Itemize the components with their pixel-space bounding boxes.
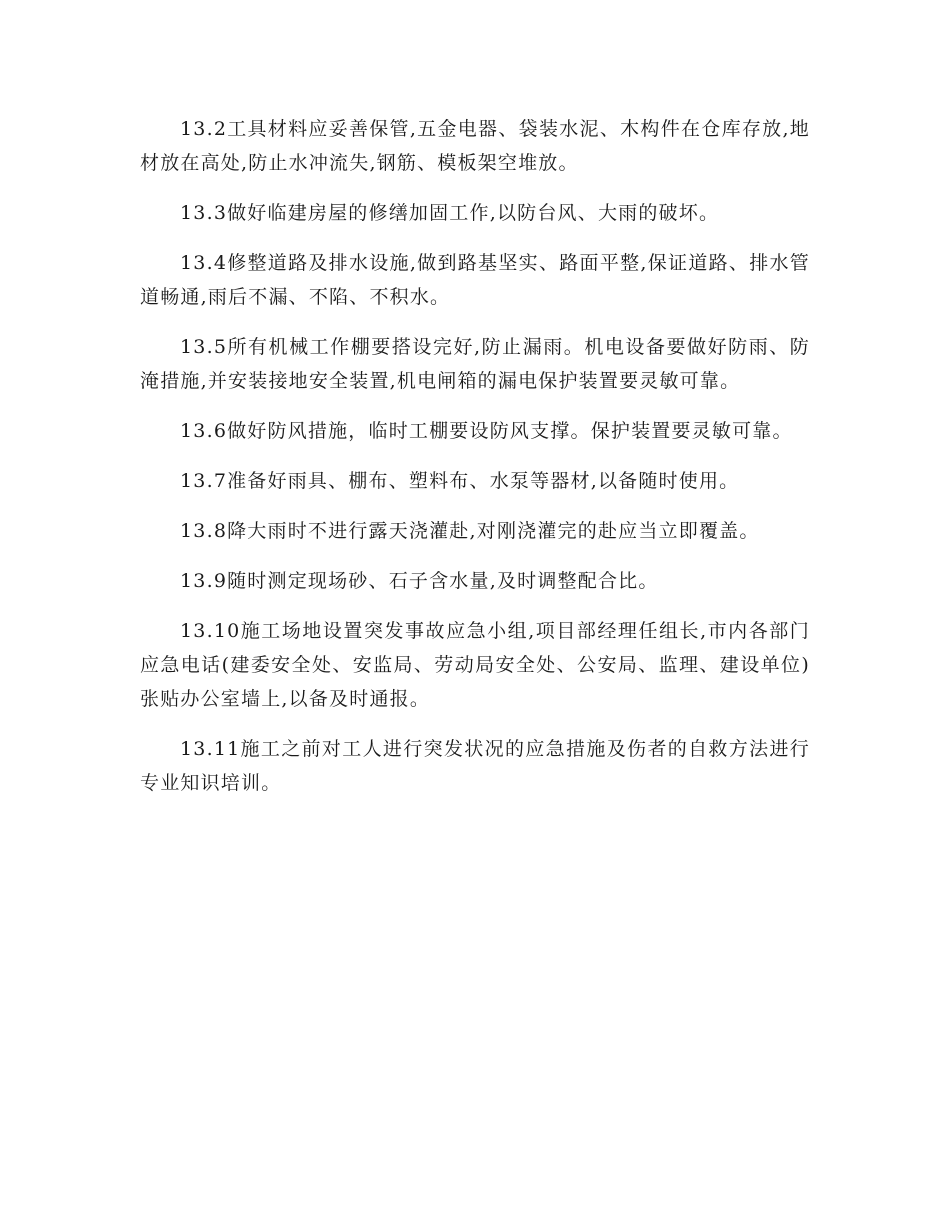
paragraph-13-11: 13.11施工之前对工人进行突发状况的应急措施及伤者的自救方法进行专业知识培训。	[140, 738, 810, 794]
paragraph-13-9: 13.9随时测定现场砂、石子含水量,及时调整配合比。	[180, 570, 659, 592]
paragraph-13-4: 13.4修整道路及排水设施,做到路基坚实、路面平整,保证道路、排水管道畅通,雨后不漏、不陷、不积水。	[140, 252, 810, 308]
paragraph-13-10: 13.10施工场地设置突发事故应急小组,项目部经理任组长,市内各部门应急电话(建委安全处、安监局、劳动局安全处、公安局、监理、建设单位)张贴办公室墙上,以备及时通报。	[140, 620, 810, 710]
paragraph-13-7: 13.7准备好雨具、棚布、塑料布、水泵等器材,以备随时使用。	[180, 470, 740, 492]
paragraph-13-6: 13.6做好防风措施，临时工棚要设防风支撑。保护装置要灵敏可靠。	[180, 420, 793, 442]
paragraph-13-8: 13.8降大雨时不进行露天浇灌赴,对刚浇灌完的赴应当立即覆盖。	[180, 520, 760, 542]
paragraph-13-2: 13.2工具材料应妥善保管,五金电器、袋装水泥、木构件在仓库存放,地材放在高处,防止水冲流失,钢筋、模板架空堆放。	[140, 118, 810, 174]
paragraph-13-5: 13.5所有机械工作棚要搭设完好,防止漏雨。机电设备要做好防雨、防淹措施,并安装接地安全装置,机电闸箱的漏电保护装置要灵敏可靠。	[140, 336, 810, 392]
paragraph-13-3: 13.3做好临建房屋的修缮加固工作,以防台风、大雨的破坏。	[180, 202, 720, 224]
